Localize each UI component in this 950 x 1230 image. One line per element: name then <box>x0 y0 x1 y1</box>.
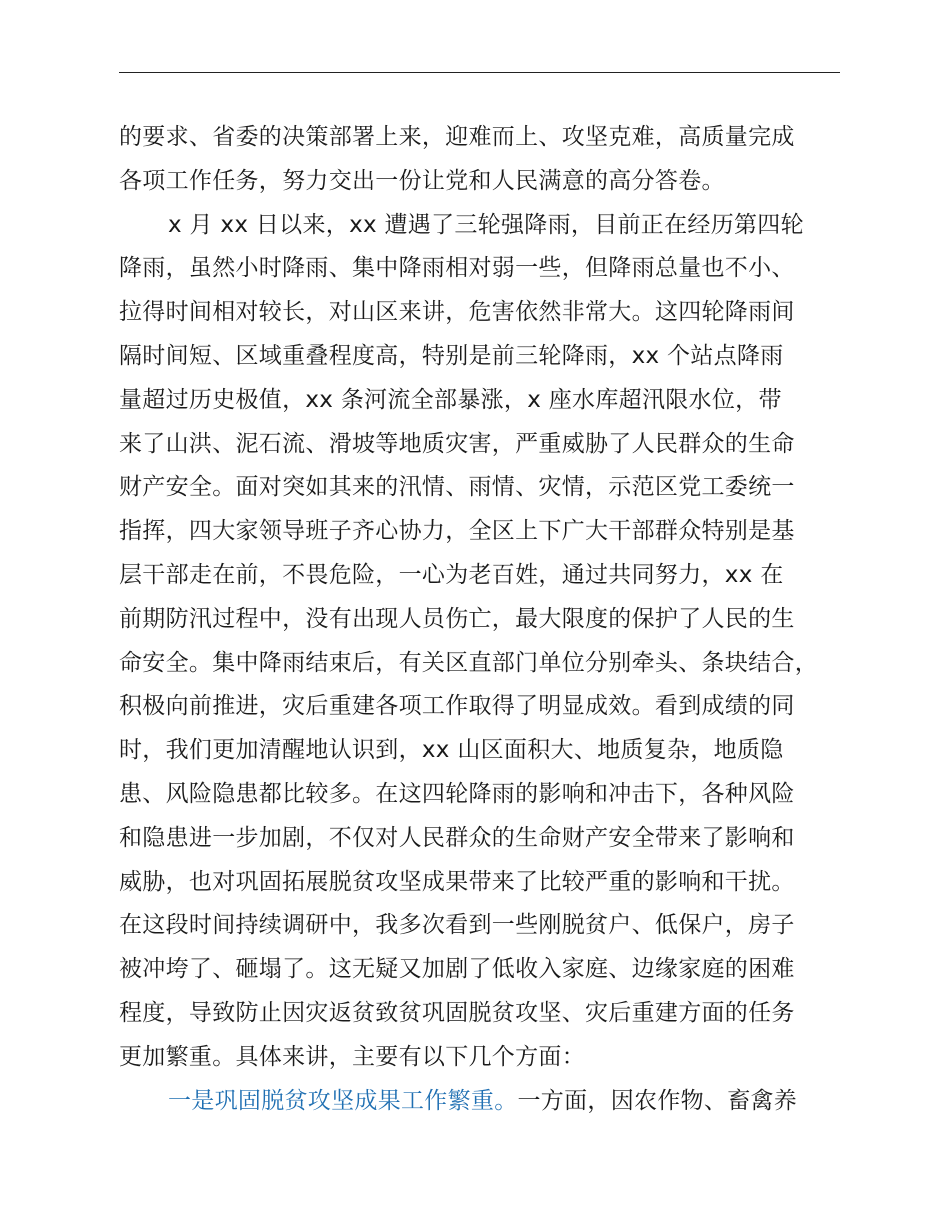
text-line: 被冲垮了、砸塌了。这无疑又加剧了低收入家庭、边缘家庭的困难 <box>119 956 795 983</box>
text-line: 积极向前推进，灾后重建各项工作取得了明显成效。看到成绩的同 <box>119 693 795 720</box>
text-line: 命安全。集中降雨结束后，有关区直部门单位分别牵头、条块结合， <box>119 649 818 676</box>
section-heading-line <box>119 1080 843 1124</box>
text-line: 指挥，四大家领导班子齐心协力，全区上下广大干部群众特别是基 <box>119 518 795 545</box>
text-line: 拉得时间相对较长，对山区来讲，危害依然非常大。这四轮降雨间 <box>119 299 795 326</box>
text-line: 量超过历史极值，xx 条河流全部暴涨，x 座水库超汛限水位，带 <box>119 386 782 413</box>
section-heading: 一是巩固脱贫攻坚成果工作繁重。 <box>168 1087 518 1114</box>
text-line: 患、风险隐患都比较多。在这四轮降雨的影响和冲击下，各种风险 <box>119 780 795 807</box>
text-line: 的要求、省委的决策部署上来，迎难而上、攻坚克难，高质量完成 <box>119 124 795 150</box>
text-line: 在这段时间持续调研中，我多次看到一些刚脱贫户、低保户，房子 <box>119 912 795 939</box>
text-line: 更加繁重。具体来讲，主要有以下几个方面： <box>119 1043 585 1070</box>
text-line: 前期防汛过程中，没有出现人员伤亡，最大限度的保护了人民的生 <box>119 605 795 632</box>
text-line: 隔时间短、区域重叠程度高，特别是前三轮降雨，xx 个站点降雨 <box>119 342 784 369</box>
header-rule <box>119 72 840 73</box>
text-line: 财产安全。面对突如其来的汛情、雨情、灾情，示范区党工委统一 <box>119 474 795 501</box>
text-line: 来了山洪、泥石流、滑坡等地质灾害，严重威胁了人民群众的生命 <box>119 430 795 457</box>
text-line: 降雨，虽然小时降雨、集中降雨相对弱一些，但降雨总量也不小、 <box>119 255 795 282</box>
text-line: 层干部走在前，不畏危险，一心为老百姓，通过共同努力，xx 在 <box>119 561 784 588</box>
text-line: 和隐患进一步加剧，不仅对人民群众的生命财产安全带来了影响和 <box>119 824 795 851</box>
text-line: 程度，导致防止因灾返贫致贫巩固脱贫攻坚、灾后重建方面的任务 <box>119 999 795 1026</box>
paragraph-start-line: x 月 xx 日以来，xx 遭遇了三轮强降雨，目前正在经历第四轮 <box>168 211 804 238</box>
body-text <box>119 116 843 1123</box>
text-line: 威胁，也对巩固拓展脱贫攻坚成果带来了比较严重的影响和干扰。 <box>119 868 795 895</box>
section-heading-continuation: 一方面，因农作物、畜禽养 <box>517 1087 798 1114</box>
text-line: 各项工作任务，努力交出一份让党和人民满意的高分答卷。 <box>119 167 725 194</box>
text-line: 时，我们更加清醒地认识到，xx 山区面积大、地质复杂，地质隐 <box>119 737 784 764</box>
